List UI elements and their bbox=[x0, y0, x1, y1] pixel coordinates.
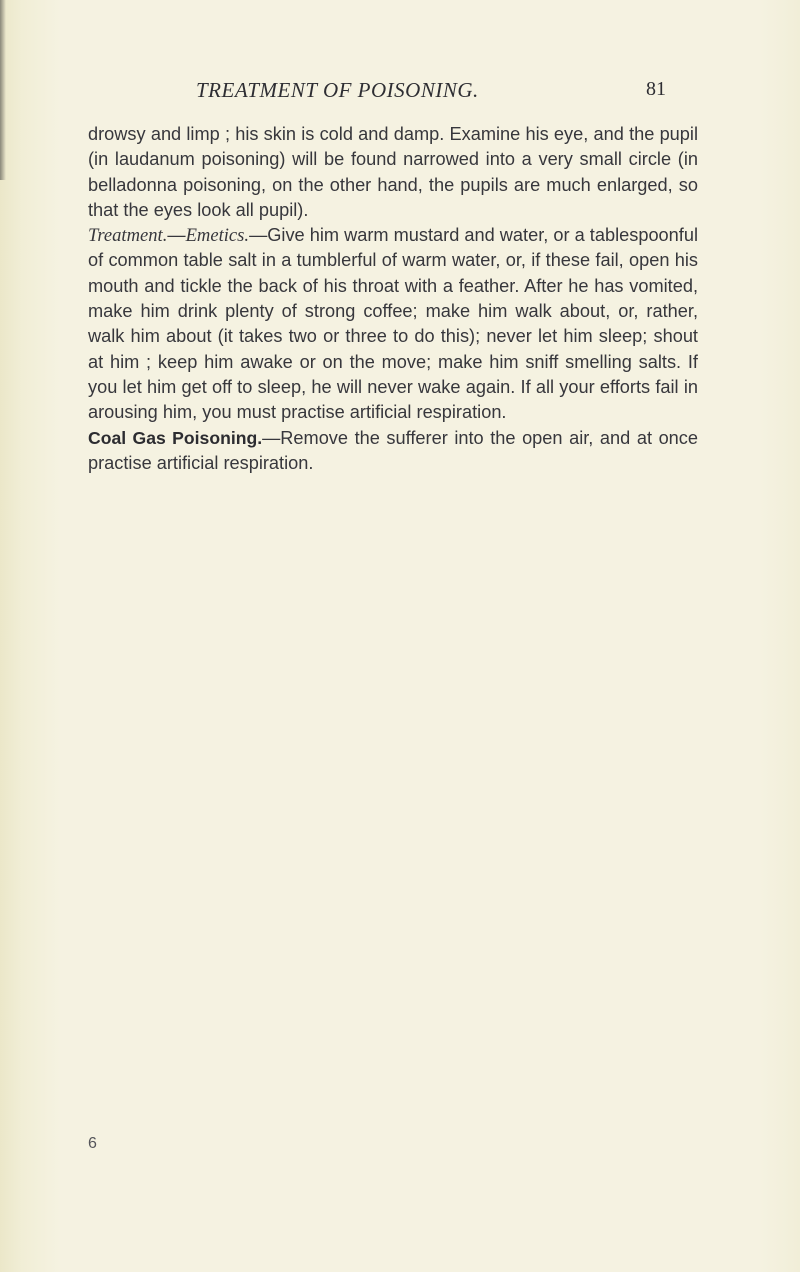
running-head bbox=[196, 78, 666, 106]
paragraph-symptoms-text: drowsy and limp ; his skin is cold and damp. Examine his eye, and the pupil (in laudanum poisoning) will be found narrowed into a very small circle (in belladonna poisoning, on the other hand, the pupils are much enlarged, so that the eyes look all pupil). bbox=[88, 124, 698, 220]
treatment-text: Give him warm mustard and water, or a tablespoonful of common table salt in a tumblerful of warm water, or, if these fail, open his mouth and tickle the back of his throat with a feather. After he has vomited, make him drink plenty of strong coffee; make him walk about, or, rather, walk him about (it takes two or three to do this); never let him sleep; shout at him ; keep him awake or on the move; make him sniff smelling salts. If you let him get off to sleep, he will never wake again. If all your efforts fail in arousing him, you must practise artificial respiration. bbox=[88, 225, 698, 423]
signature-mark: 6 bbox=[88, 1135, 97, 1152]
treatment-dash: — bbox=[167, 225, 186, 246]
coal-gas-dash: — bbox=[262, 427, 281, 448]
coal-gas-text: Remove the sufferer into the open air, and at once practise artificial respiration. bbox=[88, 427, 699, 473]
page-number: 81 bbox=[646, 78, 666, 100]
emetics-heading: Emetics. bbox=[185, 225, 250, 247]
paragraph-coal-gas bbox=[88, 426, 698, 477]
paragraph-treatment bbox=[88, 223, 698, 425]
paragraph-symptoms bbox=[88, 122, 698, 223]
running-title: TREATMENT OF POISONING. bbox=[196, 78, 479, 102]
emetics-dash: — bbox=[249, 225, 268, 246]
page-edge-shadow bbox=[0, 0, 6, 180]
coal-gas-heading: Coal Gas Poisoning. bbox=[88, 427, 263, 448]
body-text bbox=[88, 122, 698, 476]
treatment-heading: Treatment. bbox=[88, 225, 168, 247]
